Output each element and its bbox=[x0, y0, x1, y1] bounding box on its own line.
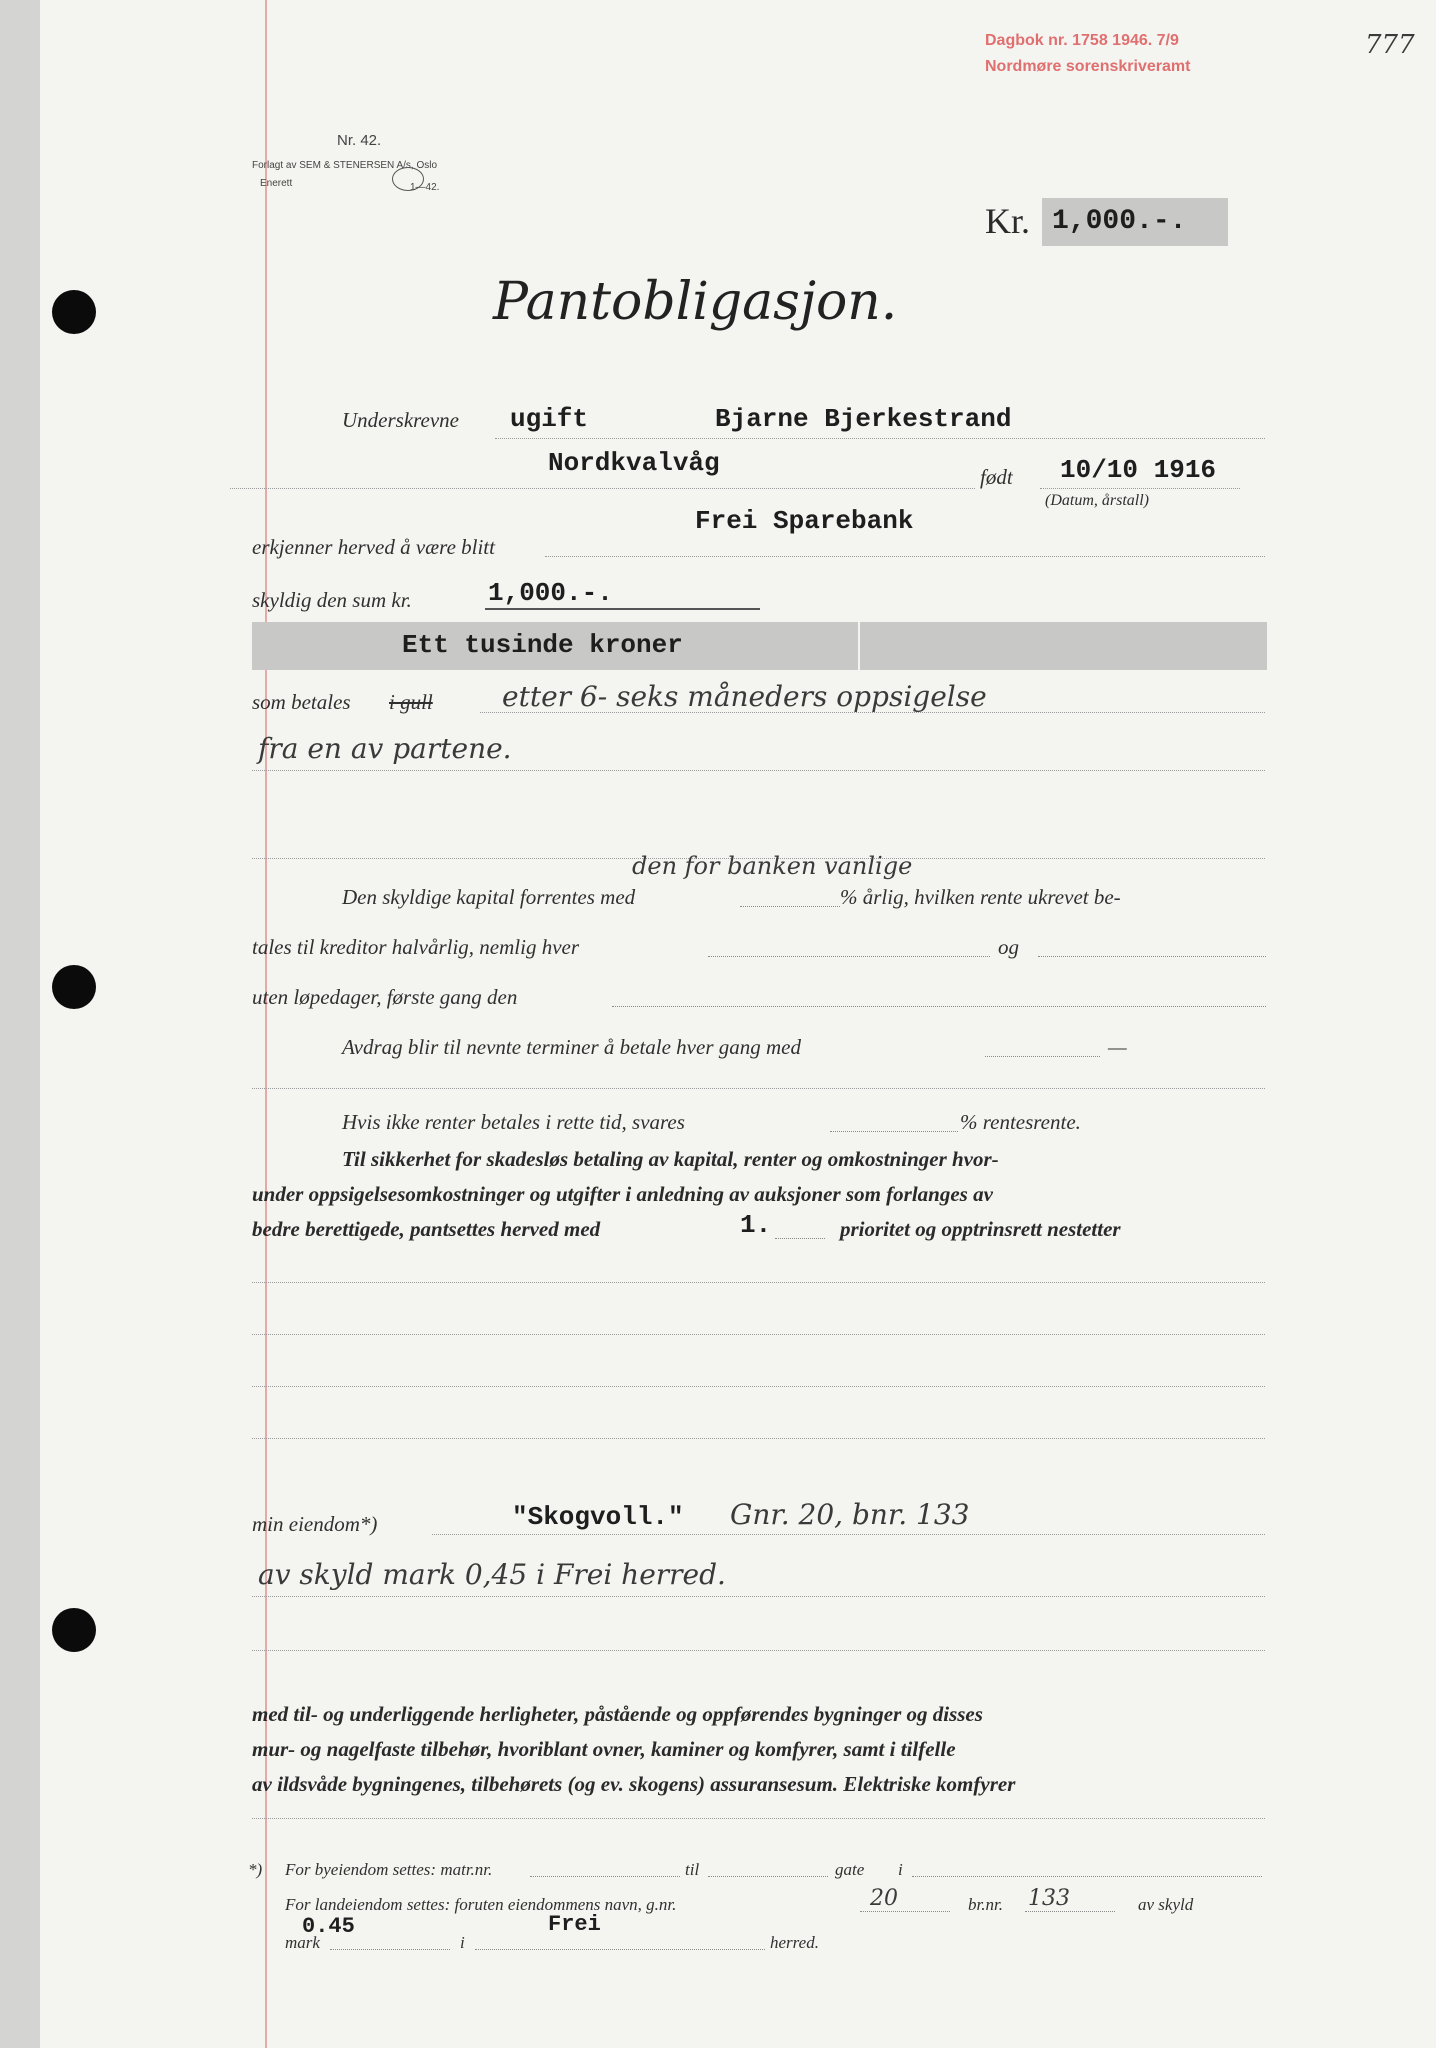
amount-words: Ett tusinde kroner bbox=[402, 630, 683, 660]
interest-line3: uten løpedager, første gang den bbox=[252, 985, 518, 1009]
security-line2: under oppsigelsesomkostninger og utgifter i anledning av auksjoner som forlanges av bbox=[252, 1182, 993, 1206]
property-label: min eiendom*) bbox=[252, 1512, 378, 1536]
late-interest-line: Hvis ikke renter betales i rette tid, svares bbox=[342, 1110, 685, 1134]
marital-status: ugift bbox=[510, 404, 589, 434]
payable-terms-line1: etter 6- seks måneders oppsigelse bbox=[502, 680, 987, 713]
security-line3a: bedre berettigede, pantsettes herved med bbox=[252, 1217, 601, 1241]
closing-line3: av ildsvåde bygningenes, tilbehørets (og ev. skogens) assuransesum. Elektriske komfyrer bbox=[252, 1772, 1016, 1796]
interest-line1b: % årlig, hvilken rente ukrevet be- bbox=[840, 885, 1121, 909]
folio-number: 777 bbox=[1365, 30, 1415, 60]
interest-line2b: og bbox=[998, 935, 1019, 959]
interest-line1: Den skyldige kapital forrentes med bbox=[342, 885, 636, 909]
document-title: Pantobligasjon. bbox=[493, 272, 898, 332]
footnote-herred-value: Frei bbox=[548, 1912, 601, 1937]
acknowledge-label: erkjenner herved å være blitt bbox=[252, 535, 495, 559]
undersigned-label: Underskrevne bbox=[342, 408, 460, 432]
born-date: 10/10 1916 bbox=[1060, 455, 1217, 485]
payable-label: som betales bbox=[252, 690, 351, 714]
footnote-gnr: 20 bbox=[870, 1886, 898, 1911]
security-line1: Til sikkerhet for skadesløs betaling av kapital, renter og omkostninger hvor- bbox=[342, 1147, 999, 1171]
interest-line2: tales til kreditor halvårlig, nemlig hver bbox=[252, 935, 580, 959]
publisher-line1: Forlagt av SEM & STENERSEN A/s, Oslo bbox=[252, 160, 438, 171]
closing-line1: med til- og underliggende herligheter, påstående og oppførendes bygninger og disses bbox=[252, 1702, 983, 1726]
footnote-rural-3: av skyld bbox=[1138, 1895, 1194, 1914]
date-hint: (Datum, årstall) bbox=[1045, 492, 1149, 509]
debtor-name: Bjarne Bjerkestrand bbox=[715, 404, 1012, 434]
footnote-bnr: 133 bbox=[1028, 1886, 1070, 1911]
publisher-line2-right: 1—42. bbox=[410, 182, 440, 193]
installment-line: Avdrag blir til nevnte terminer å betale hver gang med bbox=[342, 1035, 801, 1059]
punch-hole bbox=[52, 290, 96, 334]
footnote-city-2: til bbox=[685, 1860, 700, 1879]
punch-hole bbox=[52, 1608, 96, 1652]
journal-stamp-line2: Nordmøre sorenskriveramt bbox=[985, 58, 1191, 75]
priority-number: 1. bbox=[740, 1210, 772, 1240]
footnote-city-4: i bbox=[898, 1860, 903, 1879]
security-line3b: prioritet og opptrinsrett nestetter bbox=[840, 1217, 1121, 1241]
owe-amount: 1,000.-. bbox=[488, 578, 613, 608]
footnote-mark-value: 0.45 bbox=[302, 1914, 355, 1939]
amount-label: Kr. bbox=[985, 201, 1030, 241]
creditor-name: Frei Sparebank bbox=[695, 506, 914, 536]
punch-hole bbox=[52, 965, 96, 1009]
document-page bbox=[40, 0, 1436, 2048]
born-label: født bbox=[980, 465, 1013, 489]
footnote-star: *) bbox=[248, 1860, 263, 1879]
footnote-city-3: gate bbox=[835, 1860, 865, 1879]
footnote-city-1: For byeiendom settes: matr.nr. bbox=[285, 1860, 493, 1879]
debtor-place: Nordkvalvåg bbox=[548, 448, 720, 478]
footnote-i-label: i bbox=[460, 1933, 465, 1952]
journal-stamp-line1: Dagbok nr. 1758 1946. 7/9 bbox=[985, 32, 1179, 49]
amount-box-value: 1,000.-. bbox=[1052, 206, 1187, 237]
footnote-herred-label: herred. bbox=[770, 1933, 819, 1952]
closing-line2: mur- og nagelfaste tilbehør, hvoriblant ovner, kaminer og komfyrer, samt i tilfelle bbox=[252, 1737, 956, 1761]
payable-struck: i gull bbox=[389, 690, 433, 714]
owe-label: skyldig den sum kr. bbox=[252, 588, 412, 612]
late-interest-line-b: % rentesrente. bbox=[960, 1110, 1081, 1134]
footnote-mark-label: mark bbox=[285, 1933, 320, 1952]
payable-terms-line2: fra en av partene. bbox=[258, 732, 512, 765]
footnote-rural-1: For landeiendom settes: foruten eiendommens navn, g.nr. bbox=[285, 1895, 677, 1914]
property-name: "Skogvoll." bbox=[512, 1502, 684, 1532]
property-hand-line1: Gnr. 20, bnr. 133 bbox=[730, 1498, 970, 1531]
property-hand-line2: av skyld mark 0,45 i Frei herred. bbox=[258, 1558, 726, 1591]
installment-dash: — bbox=[1108, 1035, 1127, 1059]
interest-rate-hand: den for banken vanlige bbox=[632, 852, 913, 880]
publisher-line2-left: Enerett bbox=[260, 178, 293, 189]
footnote-rural-2: br.nr. bbox=[968, 1895, 1003, 1914]
form-number: Nr. 42. bbox=[337, 132, 382, 149]
